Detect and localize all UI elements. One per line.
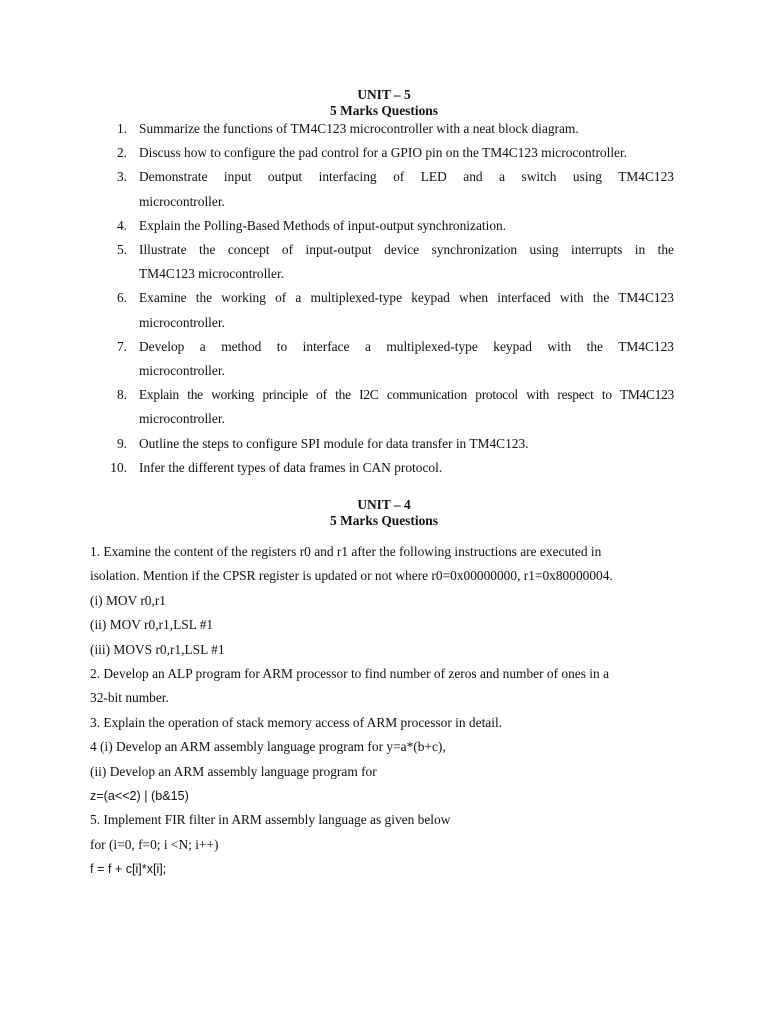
question-item bbox=[0, 141, 768, 165]
instruction-line: (i) MOV r0,r1 bbox=[90, 592, 166, 608]
question-text: Illustrate the concept of input-output device synchronization using interrupts in the bbox=[139, 242, 674, 258]
question-item bbox=[0, 238, 768, 286]
question-line: 32-bit number. bbox=[90, 690, 169, 706]
question-item bbox=[0, 117, 768, 141]
question-line: isolation. Mention if the CPSR register is updated or not where r0=0x00000000, r1=0x80000004. bbox=[90, 568, 613, 584]
question-line: 3. Explain the operation of stack memory access of ARM processor in detail. bbox=[90, 714, 503, 730]
question-item bbox=[0, 165, 768, 213]
code-expression: z=(a<<2) | (b&15) bbox=[90, 789, 189, 804]
question-line: 5. Implement FIR filter in ARM assembly language as given below bbox=[90, 812, 451, 828]
question-text: Develop a method to interface a multiplexed-type keypad with the TM4C123 bbox=[139, 338, 674, 354]
question-line: 2. Develop an ALP program for ARM processor to find number of zeros and number of ones in a bbox=[90, 666, 610, 682]
question-text: Examine the working of a multiplexed-type keypad when interfaced with the TM4C123 bbox=[139, 290, 674, 306]
question-item bbox=[0, 286, 768, 334]
unit4-subtitle: 5 Marks Questions bbox=[330, 513, 438, 528]
question-number: 8. bbox=[116, 387, 127, 403]
unit5-title: UNIT – 5 bbox=[357, 87, 411, 102]
question-item bbox=[0, 456, 768, 480]
unit4-questions bbox=[90, 540, 680, 882]
question-text-continued: TM4C123 microcontroller. bbox=[139, 266, 285, 282]
unit5-question-list bbox=[0, 117, 768, 480]
question-line: 4 (i) Develop an ARM assembly language program for y=a*(b+c), bbox=[90, 739, 446, 755]
unit4-title: UNIT – 4 bbox=[357, 497, 411, 512]
question-item bbox=[0, 335, 768, 383]
question-number: 2. bbox=[116, 145, 127, 161]
unit5-subtitle: 5 Marks Questions bbox=[330, 103, 438, 118]
instruction-line: (iii) MOVS r0,r1,LSL #1 bbox=[90, 641, 225, 657]
question-number: 7. bbox=[116, 338, 127, 354]
question-number: 4. bbox=[116, 217, 127, 233]
question-text: Demonstrate input output interfacing of LED and a switch using TM4C123 bbox=[139, 169, 674, 185]
question-text-continued: microcontroller. bbox=[139, 193, 225, 209]
question-number: 10. bbox=[110, 459, 127, 475]
question-text-continued: microcontroller. bbox=[139, 314, 225, 330]
unit4-heading bbox=[0, 497, 768, 529]
question-item bbox=[0, 214, 768, 238]
instruction-line: (ii) MOV r0,r1,LSL #1 bbox=[90, 617, 214, 633]
question-text: Summarize the functions of TM4C123 microcontroller with a neat block diagram. bbox=[139, 121, 579, 136]
question-text: Outline the steps to configure SPI module for data transfer in TM4C123. bbox=[139, 435, 529, 451]
question-text: Explain the Polling-Based Methods of input-output synchronization. bbox=[139, 217, 507, 233]
question-text: Explain the working principle of the I2C communication protocol with respect to TM4C123 bbox=[139, 387, 674, 403]
question-number: 1. bbox=[116, 121, 127, 136]
question-number: 6. bbox=[116, 290, 127, 306]
question-number: 9. bbox=[116, 435, 127, 451]
unit5-heading bbox=[0, 87, 768, 119]
code-statement: f = f + c[i]*x[i]; bbox=[90, 862, 167, 877]
code-loop-line: for (i=0, f=0; i <N; i++) bbox=[90, 836, 219, 852]
question-number: 3. bbox=[116, 169, 127, 185]
question-item bbox=[0, 383, 768, 431]
question-text: Infer the different types of data frames in CAN protocol. bbox=[139, 459, 443, 475]
question-line: 1. Examine the content of the registers r0 and r1 after the following instructions are executed in bbox=[90, 544, 602, 559]
question-text: Discuss how to configure the pad control for a GPIO pin on the TM4C123 microcontroller. bbox=[139, 145, 628, 161]
question-text-continued: microcontroller. bbox=[139, 363, 225, 379]
question-line: (ii) Develop an ARM assembly language program for bbox=[90, 763, 377, 779]
question-number: 5. bbox=[116, 242, 127, 258]
question-item bbox=[0, 432, 768, 456]
question-text-continued: microcontroller. bbox=[139, 411, 225, 427]
